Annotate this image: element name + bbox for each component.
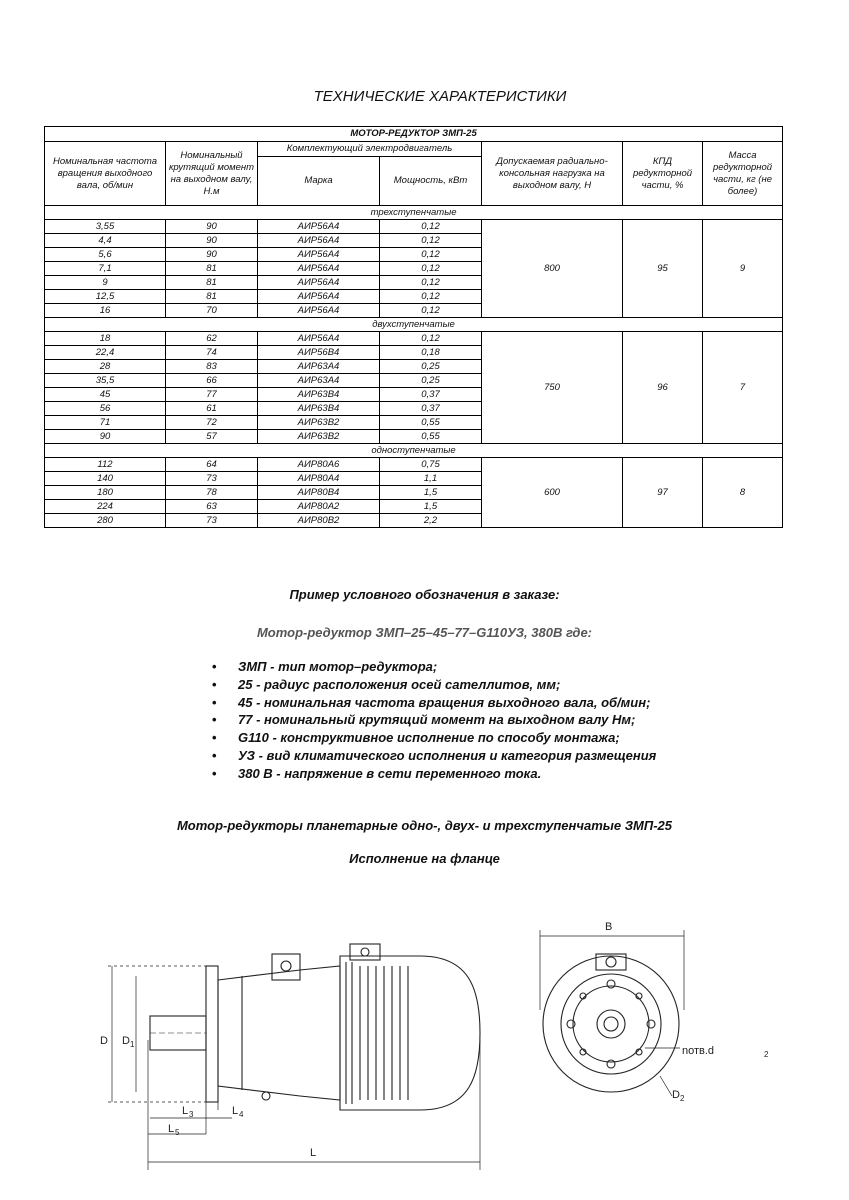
cell-mass: 9 bbox=[703, 220, 783, 318]
bullet-icon: • bbox=[212, 765, 217, 781]
cell-brand: АИР56А4 bbox=[258, 234, 380, 248]
cell-power: 0,55 bbox=[380, 430, 482, 444]
cell-torque: 73 bbox=[166, 514, 258, 528]
cell-brand: АИР63В2 bbox=[258, 416, 380, 430]
cell-brand: АИР80В4 bbox=[258, 486, 380, 500]
flange-title: Исполнение на фланце bbox=[349, 851, 500, 866]
bullet-icon: • bbox=[212, 712, 217, 728]
label-l: L bbox=[310, 1147, 317, 1159]
stage-row bbox=[45, 206, 783, 220]
cell-power: 1,1 bbox=[380, 472, 482, 486]
cell-power: 1,5 bbox=[380, 486, 482, 500]
cell-brand: АИР63В2 bbox=[258, 430, 380, 444]
cell-speed: 18 bbox=[45, 332, 166, 346]
cell-torque: 66 bbox=[166, 374, 258, 388]
example-heading: Пример условного обозначения в заказе: bbox=[289, 587, 560, 602]
front-view bbox=[540, 921, 769, 1103]
stage-row bbox=[45, 318, 783, 332]
cell-power: 0,37 bbox=[380, 388, 482, 402]
cell-speed: 56 bbox=[45, 402, 166, 416]
cell-torque: 57 bbox=[166, 430, 258, 444]
cell-power: 2,2 bbox=[380, 514, 482, 528]
cell-speed: 140 bbox=[45, 472, 166, 486]
stage-row bbox=[45, 444, 783, 458]
page-title: ТЕХНИЧЕСКИЕ ХАРАКТЕРИСТИКИ bbox=[313, 88, 567, 105]
bullet-icon: • bbox=[212, 730, 217, 746]
cell-speed: 90 bbox=[45, 430, 166, 444]
bullet-icon: • bbox=[212, 694, 217, 710]
cell-speed: 112 bbox=[45, 458, 166, 472]
cell-torque: 90 bbox=[166, 220, 258, 234]
cell-power: 0,12 bbox=[380, 248, 482, 262]
spec-table-body bbox=[45, 206, 783, 528]
cell-brand: АИР56А4 bbox=[258, 304, 380, 318]
order-code: Мотор-редуктор ЗМП–25–45–77–G110УЗ, 380В где: bbox=[256, 625, 593, 640]
cell-brand: АИР56А4 bbox=[258, 290, 380, 304]
cell-efficiency: 95 bbox=[623, 220, 703, 318]
header-efficiency: КПД редукторной части, % bbox=[623, 142, 703, 206]
cell-brand: АИР56В4 bbox=[258, 346, 380, 360]
cell-torque: 90 bbox=[166, 234, 258, 248]
cell-brand: АИР63В4 bbox=[258, 402, 380, 416]
list-item bbox=[212, 694, 656, 712]
cell-radial-load: 800 bbox=[482, 220, 623, 318]
cell-power: 0,55 bbox=[380, 416, 482, 430]
cell-efficiency: 97 bbox=[623, 458, 703, 528]
label-d2-sub: 2 bbox=[680, 1094, 685, 1103]
label-l4: L bbox=[232, 1105, 239, 1117]
bullet-icon: • bbox=[212, 676, 217, 692]
list-item-text: 380 В - напряжение в сети переменного тока. bbox=[238, 765, 542, 781]
cell-speed: 9 bbox=[45, 276, 166, 290]
cell-radial-load: 600 bbox=[482, 458, 623, 528]
list-item-text: 77 - номинальный крутящий момент на выходном валу Нм; bbox=[238, 712, 636, 728]
cell-torque: 81 bbox=[166, 290, 258, 304]
cell-speed: 224 bbox=[45, 500, 166, 514]
label-d1-sub: 1 bbox=[130, 1040, 135, 1049]
table-row bbox=[45, 332, 783, 346]
list-item-text: 45 - номинальная частота вращения выходного вала, об/мин; bbox=[238, 694, 651, 710]
cell-torque: 81 bbox=[166, 262, 258, 276]
header-mass: Масса редукторной части, кг (не более) bbox=[703, 142, 783, 206]
legend-list bbox=[212, 658, 656, 783]
cell-torque: 63 bbox=[166, 500, 258, 514]
list-item-text: УЗ - вид климатического исполнения и категория размещения bbox=[238, 747, 657, 763]
label-holes-sub: 2 bbox=[764, 1050, 769, 1059]
cell-brand: АИР63В4 bbox=[258, 388, 380, 402]
series-title: Мотор-редукторы планетарные одно-, двух- и трехступенчатые ЗМП-25 bbox=[176, 818, 673, 833]
cell-power: 0,12 bbox=[380, 220, 482, 234]
cell-brand: АИР63А4 bbox=[258, 374, 380, 388]
cell-speed: 180 bbox=[45, 486, 166, 500]
cell-power: 1,5 bbox=[380, 500, 482, 514]
cell-power: 0,37 bbox=[380, 402, 482, 416]
list-item bbox=[212, 711, 656, 729]
cell-power: 0,25 bbox=[380, 360, 482, 374]
cell-mass: 7 bbox=[703, 332, 783, 444]
cell-mass: 8 bbox=[703, 458, 783, 528]
label-l3: L bbox=[182, 1105, 189, 1117]
cell-power: 0,12 bbox=[380, 304, 482, 318]
header-torque: Номинальный крутящий момент на выходном валу, Н.м bbox=[166, 142, 258, 206]
cell-torque: 83 bbox=[166, 360, 258, 374]
label-d2: D bbox=[672, 1089, 680, 1101]
cell-power: 0,18 bbox=[380, 346, 482, 360]
technical-drawing bbox=[0, 900, 849, 1200]
header-speed: Номинальная частота вращения выходного вала, об/мин bbox=[45, 142, 166, 206]
stage-label: трехступенчатые bbox=[45, 206, 783, 220]
cell-brand: АИР80А4 bbox=[258, 472, 380, 486]
table-row bbox=[45, 458, 783, 472]
cell-torque: 64 bbox=[166, 458, 258, 472]
cell-torque: 81 bbox=[166, 276, 258, 290]
cell-torque: 78 bbox=[166, 486, 258, 500]
label-d: D bbox=[100, 1035, 108, 1047]
cell-torque: 90 bbox=[166, 248, 258, 262]
cell-brand: АИР80А2 bbox=[258, 500, 380, 514]
list-item bbox=[212, 658, 656, 676]
label-l3-sub: 3 bbox=[189, 1110, 194, 1119]
cell-speed: 71 bbox=[45, 416, 166, 430]
cell-brand: АИР80В2 bbox=[258, 514, 380, 528]
cell-speed: 45 bbox=[45, 388, 166, 402]
cell-power: 0,12 bbox=[380, 262, 482, 276]
cell-torque: 77 bbox=[166, 388, 258, 402]
table-title: МОТОР-РЕДУКТОР ЗМП-25 bbox=[45, 127, 783, 142]
spec-table bbox=[44, 126, 783, 528]
cell-speed: 12,5 bbox=[45, 290, 166, 304]
header-brand: Марка bbox=[258, 157, 380, 206]
cell-brand: АИР56А4 bbox=[258, 220, 380, 234]
cell-power: 0,25 bbox=[380, 374, 482, 388]
list-item bbox=[212, 747, 656, 765]
cell-torque: 62 bbox=[166, 332, 258, 346]
cell-power: 0,12 bbox=[380, 290, 482, 304]
cell-speed: 7,1 bbox=[45, 262, 166, 276]
list-item bbox=[212, 676, 656, 694]
cell-radial-load: 750 bbox=[482, 332, 623, 444]
cell-torque: 73 bbox=[166, 472, 258, 486]
cell-brand: АИР80А6 bbox=[258, 458, 380, 472]
cell-torque: 72 bbox=[166, 416, 258, 430]
label-l5: L bbox=[168, 1123, 175, 1135]
stage-label: одноступенчатые bbox=[45, 444, 783, 458]
list-item-text: 25 - радиус расположения осей сателлитов, мм; bbox=[238, 676, 561, 692]
cell-speed: 4,4 bbox=[45, 234, 166, 248]
cell-brand: АИР63А4 bbox=[258, 360, 380, 374]
bullet-icon: • bbox=[212, 659, 217, 674]
label-l4-sub: 4 bbox=[239, 1110, 244, 1119]
cell-power: 0,12 bbox=[380, 234, 482, 248]
side-view bbox=[100, 944, 480, 1170]
header-radial-load: Допускаемая радиально-консольная нагрузка на выходном валу, Н bbox=[482, 142, 623, 206]
label-b: B bbox=[605, 921, 613, 933]
cell-power: 0,12 bbox=[380, 276, 482, 290]
header-motor-group: Комплектующий электродвигатель bbox=[258, 142, 482, 157]
cell-speed: 3,55 bbox=[45, 220, 166, 234]
cell-torque: 74 bbox=[166, 346, 258, 360]
cell-brand: АИР56А4 bbox=[258, 248, 380, 262]
label-d1: D bbox=[122, 1035, 130, 1047]
label-l5-sub: 5 bbox=[175, 1128, 180, 1137]
list-item bbox=[212, 729, 656, 747]
label-holes: nотв.d bbox=[682, 1045, 715, 1057]
cell-speed: 22,4 bbox=[45, 346, 166, 360]
cell-torque: 70 bbox=[166, 304, 258, 318]
cell-speed: 5,6 bbox=[45, 248, 166, 262]
cell-power: 0,75 bbox=[380, 458, 482, 472]
cell-speed: 28 bbox=[45, 360, 166, 374]
cell-efficiency: 96 bbox=[623, 332, 703, 444]
cell-brand: АИР56А4 bbox=[258, 332, 380, 346]
cell-torque: 61 bbox=[166, 402, 258, 416]
table-row bbox=[45, 220, 783, 234]
header-power: Мощность, кВт bbox=[380, 157, 482, 206]
stage-label: двухступенчатые bbox=[45, 318, 783, 332]
list-item bbox=[212, 765, 656, 783]
list-item-text: ЗМП - тип мотор–редуктора; bbox=[238, 659, 438, 674]
list-item-text: G110 - конструктивное исполнение по способу монтажа; bbox=[238, 730, 620, 746]
cell-power: 0,12 bbox=[380, 332, 482, 346]
cell-speed: 35,5 bbox=[45, 374, 166, 388]
cell-speed: 280 bbox=[45, 514, 166, 528]
cell-speed: 16 bbox=[45, 304, 166, 318]
bullet-icon: • bbox=[212, 747, 217, 763]
cell-brand: АИР56А4 bbox=[258, 262, 380, 276]
cell-brand: АИР56А4 bbox=[258, 276, 380, 290]
